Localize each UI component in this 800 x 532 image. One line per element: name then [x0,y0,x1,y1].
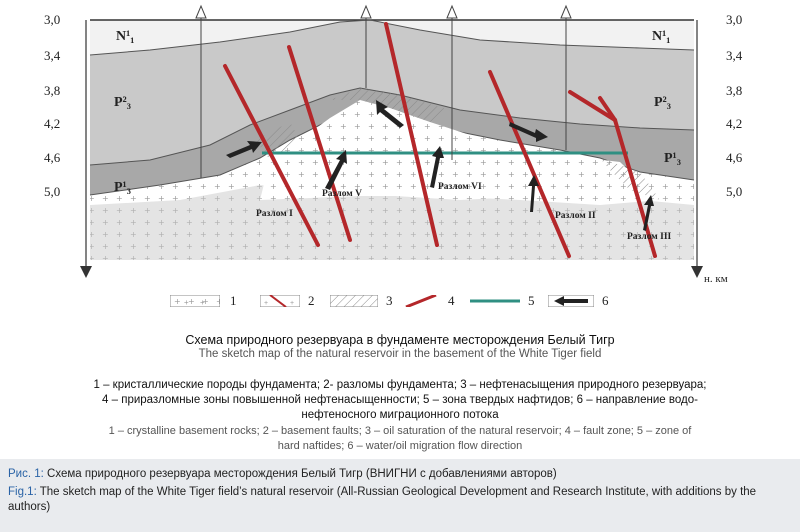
layer-label-p13: P¹₃ [114,180,131,195]
figure-label-ru: Рис. 1: [8,468,44,480]
left-tick-label: 4,6 [44,150,61,165]
layer-label-p23: P²₃ [114,95,131,110]
legend-number: 1 [230,293,237,308]
svg-text:+: + [200,298,205,307]
legend-swatch-naftides [470,295,520,307]
legend-swatch-fault-zone [402,295,440,307]
layer-label-p13: P¹₃ [664,151,681,166]
fault-label: Разлом II [555,211,596,221]
right-tick-label: 3,8 [726,83,743,98]
svg-text:+: + [290,300,295,307]
fault-label: Разлом I [256,209,293,219]
figure-caption-box [0,459,800,532]
legend-swatch-migration-flow [548,295,594,307]
right-axis-arrow [691,266,703,278]
legend-swatch-basement-faults [260,295,300,307]
right-tick-label: 3,4 [726,48,743,63]
fault-label: Разлом VI [438,182,482,192]
legend-number: 2 [308,293,315,308]
legend-number: 6 [602,293,609,308]
left-axis-arrow [80,266,92,278]
legend-swatch-oil-saturation [330,295,378,307]
legend [170,292,630,312]
figure-caption-en [8,485,792,515]
svg-text:+: + [264,300,269,307]
right-tick-label: 5,0 [726,184,743,199]
fault-label: Разлом III [627,232,672,242]
right-tick-label: 4,2 [726,116,743,131]
legend-swatch-crystalline [170,295,220,307]
left-tick-label: 4,2 [44,116,61,131]
right-tick-label: 3,0 [726,12,743,27]
caption-legend-en: 1 – crystalline basement rocks; 2 – basement faults; 3 – oil saturation of the natural reservoir; 4 – fault zone; 5 – zone of hard naftides; 6 – water/oil migration flow direction [108,425,692,452]
svg-text:+: + [184,298,189,307]
caption-legend-ru: 1 – кристаллические породы фундамента; 2- разломы фундамента; 3 – нефтенасыщения природного резервуара; 4 – приразломные зоны повышенной нефтенасыщенности; 5 – зона твердых нафтидов; 6 – направление водо-нефтеносного миграционного потока [93,379,707,421]
caption-title-en: The sketch map of the natural reservoir in the basement of the White Tiger field [198,348,602,360]
left-tick-label: 3,0 [44,12,61,27]
left-tick-label: 5,0 [44,184,61,199]
depth-unit: н. км [704,273,728,285]
figure-caption-ru [8,467,792,482]
right-axis-ticks [726,12,743,199]
figure-text-en: The sketch map of the White Tiger field’s natural reservoir (All-Russian Geological Development and Research Institute, with additions by the authors) [8,486,757,513]
layer-label-n11: N¹₁ [652,29,671,44]
caption-title-ru: Схема природного резервуара в фундаменте месторождения Белый Тигр [185,333,615,347]
fault-label: Разлом V [322,189,362,199]
figure-label-en: Fig.1: [8,486,37,498]
legend-number: 5 [528,293,535,308]
layer-label-n11: N¹₁ [116,29,135,44]
left-axis-ticks [44,12,61,199]
figure-text-ru: Схема природного резервуара месторождения Белый Тигр (ВНИГНИ с добавлениями авторов) [43,468,557,480]
left-tick-label: 3,8 [44,83,61,98]
well-arrows [196,6,571,18]
right-tick-label: 4,6 [726,150,743,165]
left-tick-label: 3,4 [44,48,61,63]
legend-number: 4 [448,293,455,308]
layer-label-p23: P²₃ [654,95,671,110]
legend-number: 3 [386,293,393,308]
